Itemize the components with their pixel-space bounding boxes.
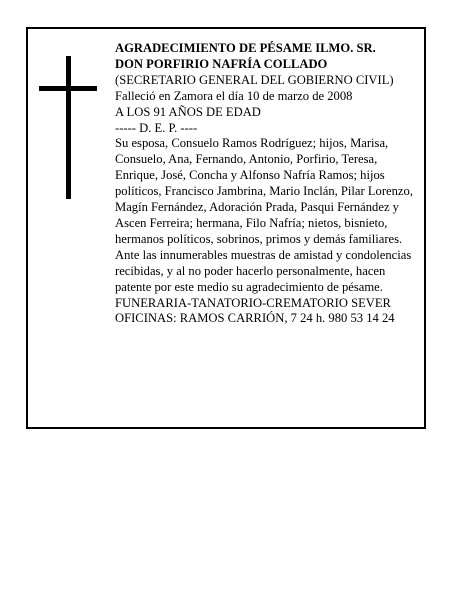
age-line: A LOS 91 AÑOS DE EDAD (115, 104, 261, 119)
rip-line: ----- D. E. P. ---- (115, 120, 198, 135)
offices-line: OFICINAS: RAMOS CARRIÓN, 7 24 h. 980 53 14 24 (115, 311, 395, 326)
notice-body (115, 41, 421, 327)
obituary-notice (26, 27, 426, 429)
deceased-position: (SECRETARIO GENERAL DEL GOBIERNO CIVIL) (115, 72, 394, 87)
funeral-home: FUNERARIA-TANATORIO-CREMATORIO SEVER (115, 295, 391, 310)
deceased-name: DON PORFIRIO NAFRÍA COLLADO (115, 56, 328, 71)
family-paragraph: Su esposa, Consuelo Ramos Rodríguez; hijos, Marisa, Consuelo, Ana, Fernando, Antonio, Porfirio, Teresa, Enrique, José, Concha y Alfonso Nafría Ramos; hijos políticos, Francisco Jambrina, Mario Inclán, Pilar Lorenzo, Magín Fernández, Adoración Prada, Pasqui Fernández y Ascen Ferreira; hermana, Filo Nafría; nietos, bisnieto, hermanos políticos, sobrinos, primos y demás familiares. (115, 136, 413, 246)
death-info: Falleció en Zamora el día 10 de marzo de 2008 (115, 88, 353, 103)
cross-icon (39, 56, 97, 199)
thanks-paragraph: Ante las innumerables muestras de amistad y condolencias recibidas, y al no poder hacerlo personalmente, hacen patente por este medio su agradecimiento de pésame. (115, 247, 412, 294)
cross-vertical-bar (66, 56, 71, 199)
cross-horizontal-bar (39, 86, 97, 91)
notice-heading-line1: AGRADECIMIENTO DE PÉSAME ILMO. SR. (115, 41, 376, 55)
